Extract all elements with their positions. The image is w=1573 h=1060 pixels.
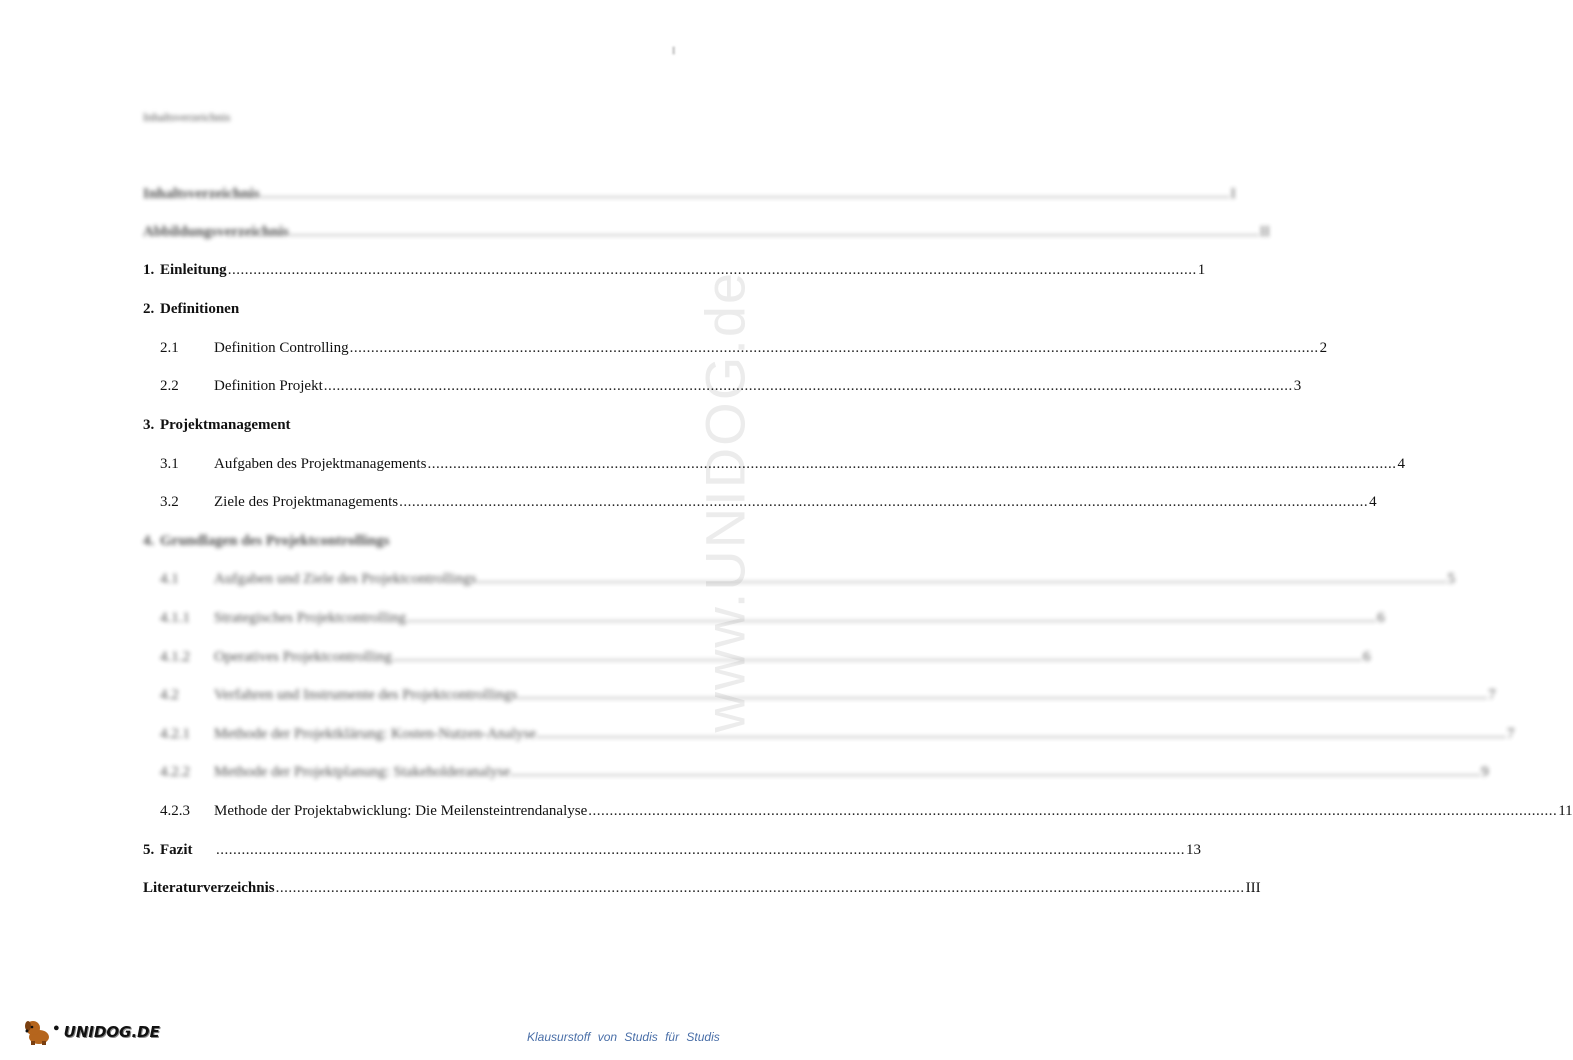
toc-leader [216,842,1185,859]
toc-page: 3 [1293,378,1302,394]
toc-title: Fazit [160,842,193,858]
toc-number: 4.1.1 [160,610,190,626]
toc-title: Definition Projekt [214,378,323,394]
document-heading: Inhaltsverzeichnis [143,110,231,124]
toc-title: Strategisches Projektcontrolling [214,610,407,626]
toc-page: 9 [1481,764,1489,780]
toc-number: 4.1.2 [160,649,190,665]
toc-number: 3. [143,417,155,433]
toc-number: 3.2 [160,494,179,510]
toc-number: 3.1 [160,456,179,472]
toc-title: Abbildungsverzeichnis [143,224,289,240]
toc-number: 2.2 [160,378,179,394]
toc-leader [427,456,1396,473]
toc-leader [399,494,1368,511]
toc-leader [511,764,1480,781]
toc-row-verfahren [160,687,1496,709]
toc-row-operatives-pc [160,649,1371,671]
toc-page: 2 [1319,340,1328,356]
toc-title: Einleitung [160,262,227,278]
toc-number: 4.2.2 [160,764,190,780]
toc-row-fazit [143,842,1201,864]
toc-number: 4. [143,533,155,549]
toc-leader [537,726,1506,743]
toc-row-abbildungsverzeichnis [143,224,1270,246]
toc-leader [228,262,1197,279]
toc-number: 1. [143,262,155,278]
toc-number: 5. [143,842,155,858]
toc-number: 2. [143,301,155,317]
toc-title: Grundlagen des Projektcontrollings [160,533,390,549]
toc-row-grundlagen [143,533,655,555]
toc-row-aufgaben-ziele-pc [160,571,1455,593]
toc-page: 11 [1558,803,1573,819]
toc-row-definitionen [143,301,655,323]
toc-row-def-controlling [160,340,1328,362]
paw-icon: ● [53,1022,60,1034]
toc-row-def-projekt [160,378,1302,400]
toc-page: 4 [1397,456,1405,472]
toc-page: III [1245,880,1261,896]
toc-row-methode-abwicklung [160,803,1573,825]
page-number: I [672,46,676,57]
toc-leader [261,186,1230,203]
dog-mascot-icon [22,1018,52,1046]
toc-title: Methode der Projektplanung: Stakeholderanalyse [214,764,511,780]
toc-page: 4 [1369,494,1377,510]
toc-row-methode-planung [160,764,1489,786]
toc-leader [324,378,1293,395]
toc-row-ziele-pm [160,494,1377,516]
toc-number: 4.2 [160,687,179,703]
toc-title: Ziele des Projektmanagements [214,494,399,510]
toc-leader [290,224,1259,241]
toc-title: Operatives Projektcontrolling [214,649,392,665]
unidog-logo[interactable] [22,1018,160,1046]
toc-page: 5 [1447,571,1455,587]
watermark: www.UNIDOG.de [693,270,757,733]
toc-leader [518,687,1487,704]
toc-row-methode-klaerung [160,726,1515,748]
toc-page: 7 [1507,726,1515,742]
toc-row-strategisches-pc [160,610,1385,632]
toc-title: Definitionen [160,301,240,317]
toc-title: Projektmanagement [160,417,291,433]
toc-number: 4.2.3 [160,803,190,819]
toc-page: 6 [1377,610,1385,626]
toc-title: Literaturverzeichnis [143,880,275,896]
toc-title: Methode der Projektabwicklung: Die Meilensteintrendanalyse [214,803,588,819]
toc-row-inhaltsverzeichnis [143,186,1236,208]
toc-title: Methode der Projektklärung: Kosten-Nutzen-Analyse [214,726,536,742]
toc-leader [588,803,1557,820]
toc-title: Inhaltsverzeichnis [143,186,260,202]
toc-leader [407,610,1376,627]
toc-page: 6 [1362,649,1371,665]
toc-title: Definition Controlling [214,340,349,356]
toc-row-projektmanagement [143,417,655,439]
toc-leader [477,571,1446,588]
toc-page: I [1230,186,1236,202]
footer-tagline: Klausurstoff von Studis für Studis [527,1030,720,1044]
toc-leader [350,340,1319,357]
toc-title: Verfahren und Instrumente des Projektcontrollings [214,687,518,703]
toc-title: Aufgaben und Ziele des Projektcontrollings [214,571,477,587]
toc-leader [393,649,1362,666]
logo-text: UNIDOG.DE [63,1023,160,1041]
toc-row-einleitung [143,262,1206,284]
toc-page: 7 [1488,687,1496,703]
toc-title: Aufgaben des Projektmanagements [214,456,427,472]
toc-row-literaturverzeichnis [143,880,1261,902]
toc-number: 4.2.1 [160,726,190,742]
toc-page: 1 [1197,262,1206,278]
toc-page: II [1259,224,1270,240]
toc-page: 13 [1186,842,1201,858]
toc-row-aufgaben-pm [160,456,1405,478]
toc-number: 4.1 [160,571,179,587]
toc-number: 2.1 [160,340,179,356]
toc-leader [276,880,1245,897]
